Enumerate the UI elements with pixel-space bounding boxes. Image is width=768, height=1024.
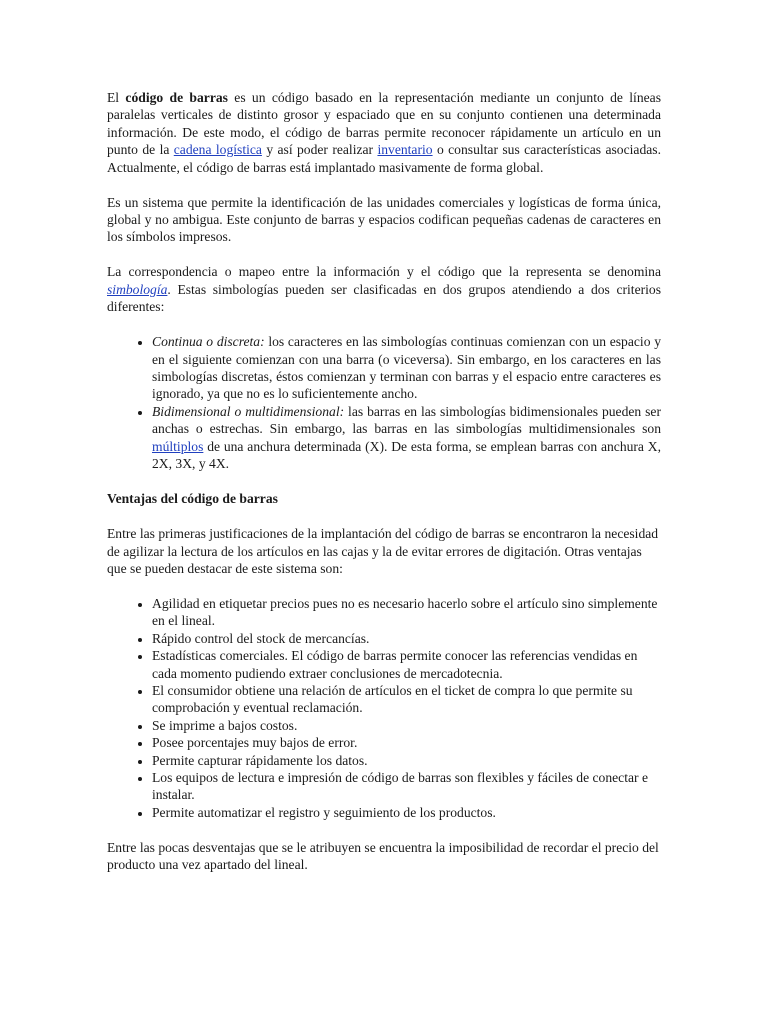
criteria-term: Bidimensional o multidimensional: (152, 403, 345, 419)
text-run: El (107, 90, 126, 105)
criteria-list (107, 333, 661, 472)
list-item: • El consumidor obtiene una relación de artículos en el ticket de compra lo que permite su comprobación y eventual reclamación. (152, 682, 661, 717)
link-simbologia[interactable]: simbología (107, 281, 168, 297)
text-run: es un código basado en la representación mediante un conjunto de líneas paralelas verticales de distinto grosor y espaciado que en su conjunto contienen una determinada información. De este modo, el código de barras permite reconocer rápidamente un artículo en un punto de la (107, 90, 661, 158)
section-heading: Ventajas del código de barras (107, 491, 278, 507)
list-item (152, 403, 661, 473)
list-item: • Agilidad en etiquetar precios pues no es necesario hacerlo sobre el artículo sino simplemente en el lineal. (152, 595, 661, 630)
list-item: • Permite capturar rápidamente los datos. (152, 752, 661, 769)
document-body (107, 89, 661, 891)
list-item: • Posee porcentajes muy bajos de error. (152, 734, 661, 751)
list-item: • Se imprime a bajos costos. (152, 717, 661, 734)
list-item: • Los equipos de lectura e impresión de código de barras son flexibles y fáciles de conectar e instalar. (152, 769, 661, 804)
list-item: • Permite automatizar el registro y seguimiento de los productos. (152, 804, 661, 821)
system-paragraph: Es un sistema que permite la identificación de las unidades comerciales y logísticas de forma única, global y no ambigua. Este conjunto de barras y espacios codifican pequeñas cadenas de caracteres en los símbolos impresos. (107, 194, 661, 245)
bold-term: código de barras (125, 90, 228, 105)
intro-paragraph (107, 89, 661, 176)
symbology-paragraph (107, 263, 661, 315)
link-cadena-logistica[interactable]: cadena logística (173, 142, 262, 158)
advantages-list (107, 595, 661, 821)
text-run: y así poder realizar (261, 142, 378, 158)
text-run: o consultar sus características asociadas. Actualmente, el código de barras está implantado masivamente de forma global. (107, 142, 661, 175)
text-run: La correspondencia o mapeo entre la información y el código que la representa se denomina (107, 264, 661, 280)
disadvantages-paragraph: Entre las pocas desventajas que se le atribuyen se encuentra la imposibilidad de recordar el precio del producto una vez apartado del lineal. (107, 839, 659, 873)
text-run: . Estas simbologías pueden ser clasificadas en dos grupos atendiendo a dos criterios diferentes: (107, 281, 661, 315)
advantages-intro: Entre las primeras justificaciones de la implantación del código de barras se encontraron la necesidad de agilizar la lectura de los artículos en las cajas y la de evitar errores de digitación. Otras ventajas que se pueden destacar de este sistema son: (107, 526, 659, 576)
criteria-text: de una anchura determinada (X). De esta forma, se emplean barras con anchura X, 2X, 3X, y 4X. (152, 438, 661, 472)
list-item: • Estadísticas comerciales. El código de barras permite conocer las referencias vendidas en cada momento pudiendo extraer conclusiones de mercadotecnia. (152, 647, 661, 682)
criteria-text: las barras en las simbologías bidimensionales pueden ser anchas o estrechas. Sin embargo, las barras en las simbologías multidimensionales son (152, 403, 661, 437)
criteria-term: Continua o discreta: (152, 334, 265, 350)
criteria-text: los caracteres en las simbologías continuas comienzan con un espacio y en el siguiente comienzan con una barra (o viceversa). Sin embargo, en los caracteres en las simbologías discretas, éstos comienzan y terminan con barras y el espacio entre caracteres es ignorado, ya que no es lo suficientemente ancho. (152, 334, 661, 402)
list-item: • Rápido control del stock de mercancías. (152, 630, 661, 647)
link-inventario[interactable]: inventario (377, 142, 433, 158)
link-multiplos[interactable]: múltiplos (152, 438, 204, 454)
list-item (152, 333, 661, 403)
